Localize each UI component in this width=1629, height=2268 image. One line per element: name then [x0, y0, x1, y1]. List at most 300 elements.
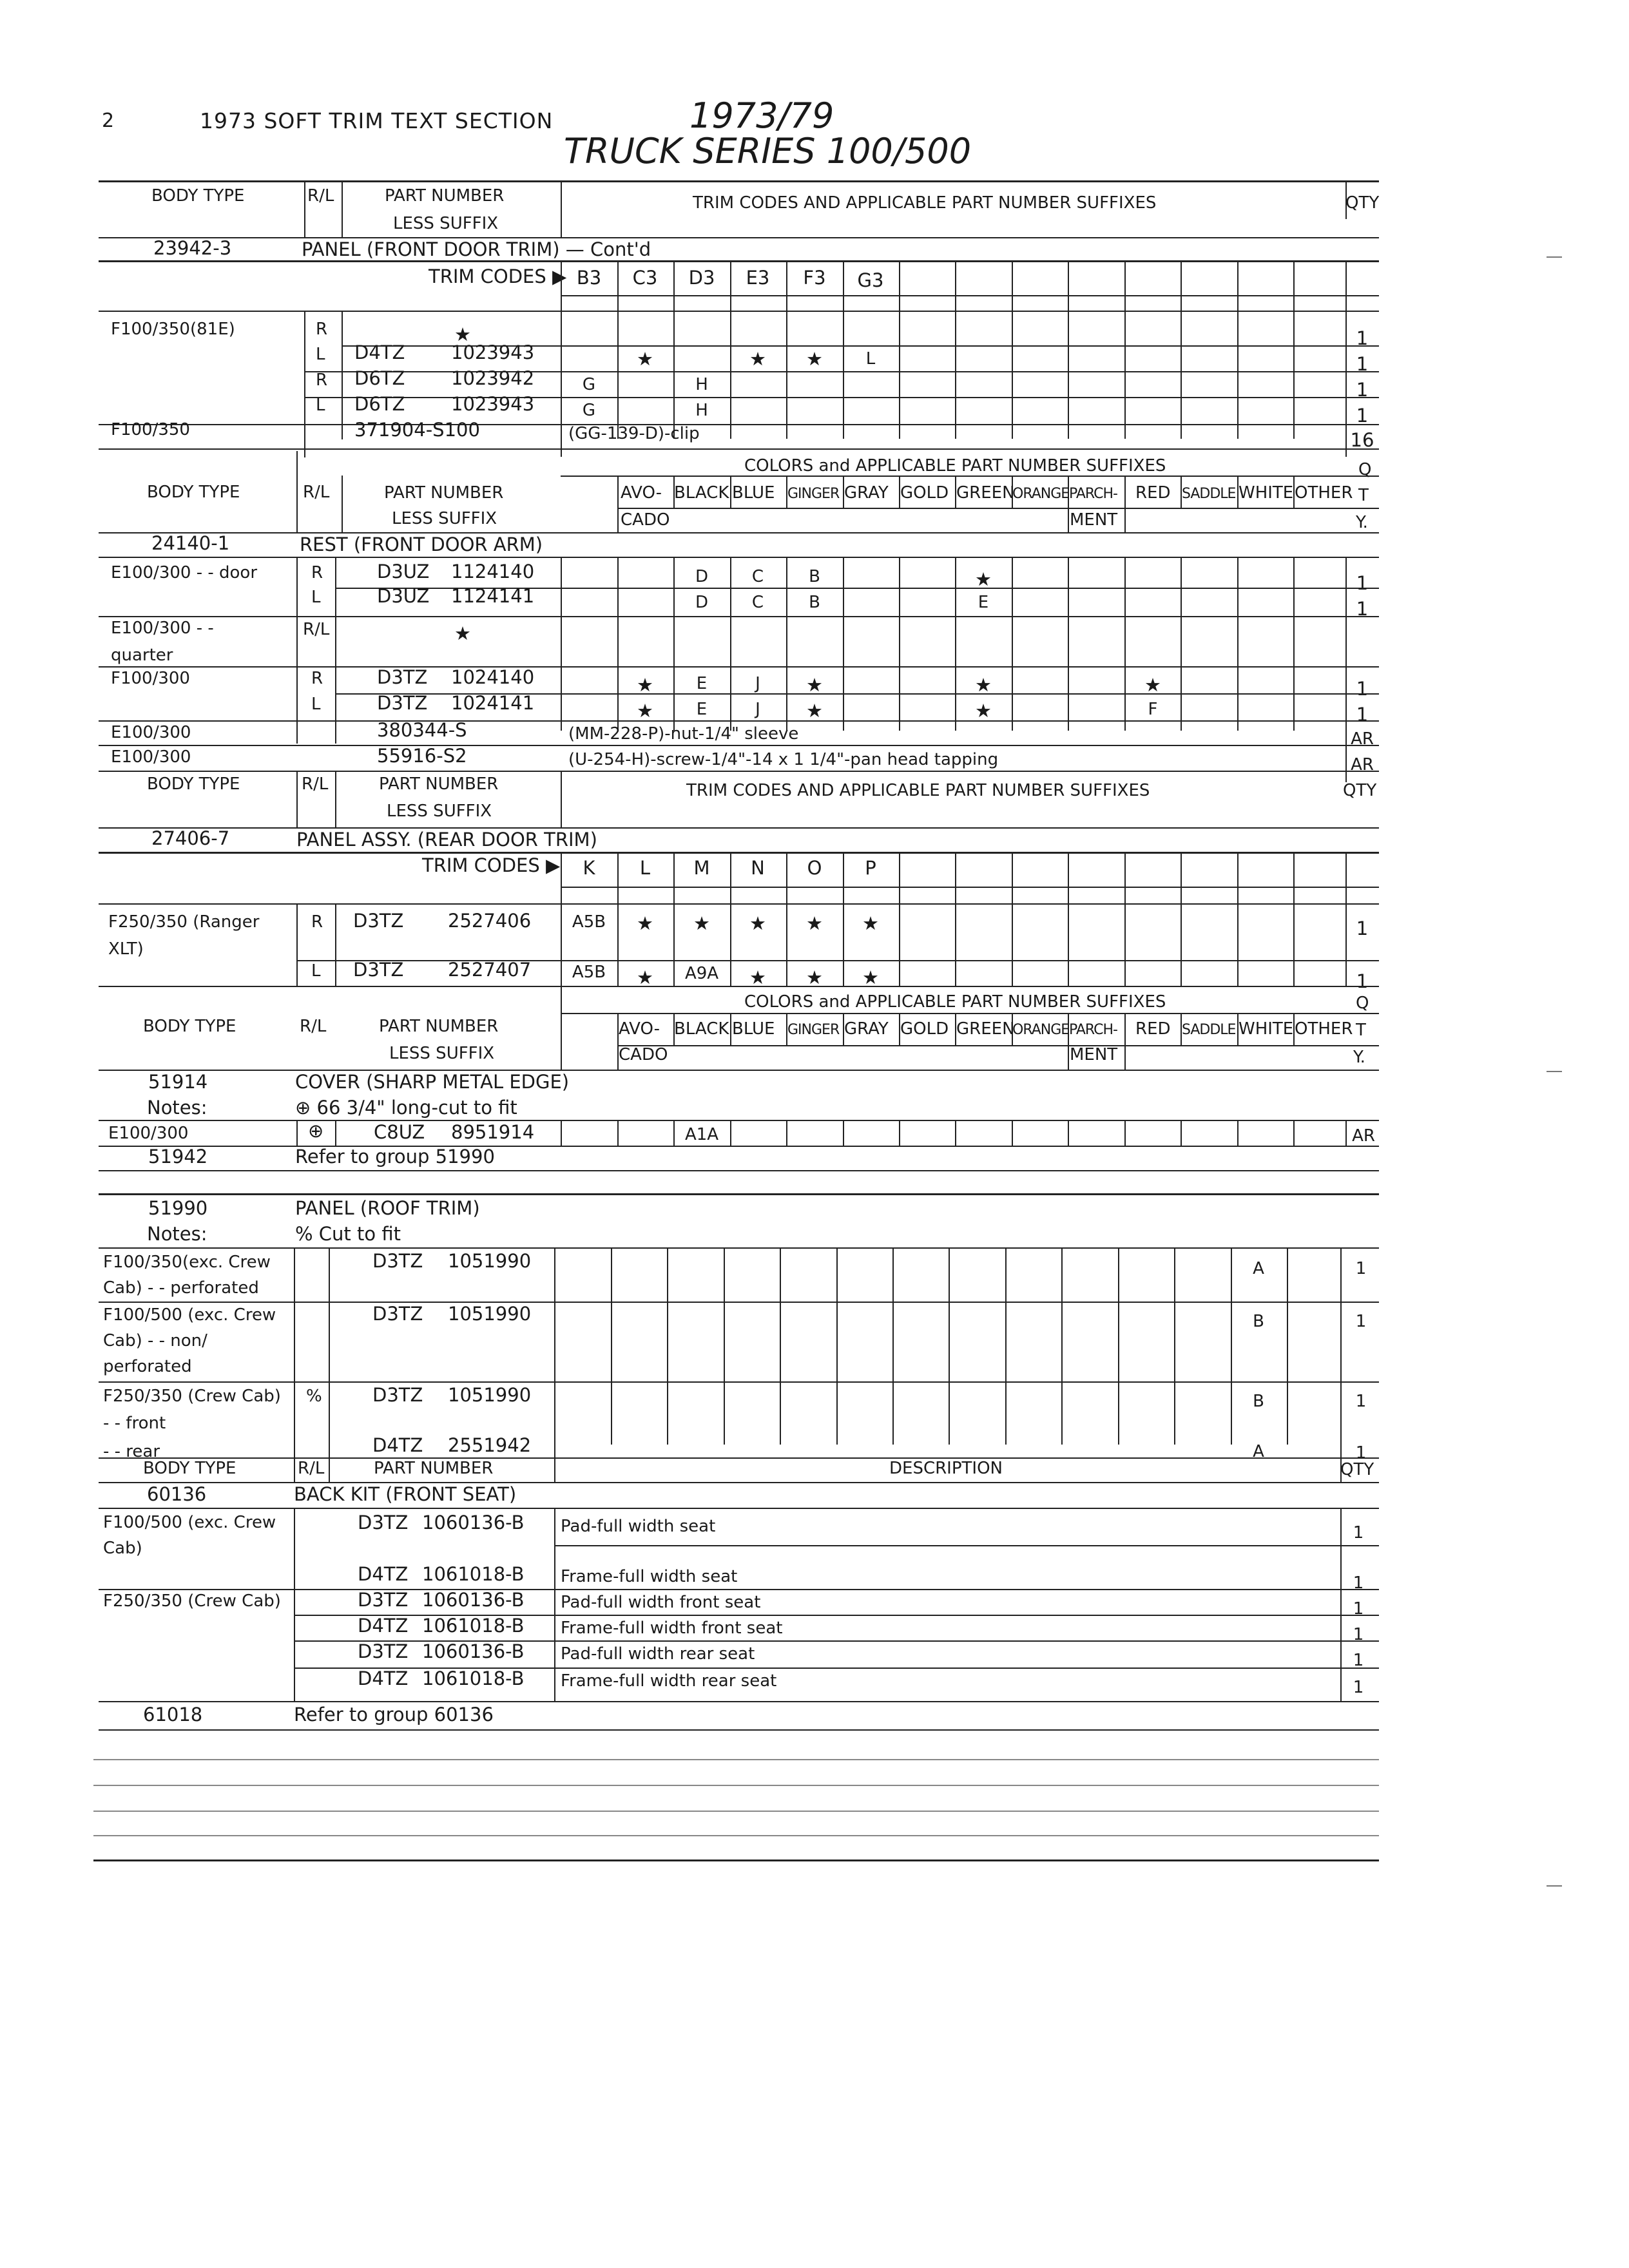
divider: [335, 903, 336, 986]
trim-code: L: [639, 857, 651, 879]
col-less-suffix: LESS SUFFIX: [389, 1044, 495, 1063]
description: Frame-full width seat: [561, 1567, 738, 1586]
body-type: quarter: [111, 646, 173, 665]
divider: [1293, 852, 1295, 986]
divider: [899, 557, 900, 731]
body-type: - - front: [103, 1414, 166, 1433]
star-icon: ★: [806, 966, 823, 988]
rule: [99, 448, 1379, 450]
color-orange: ORANGE: [1012, 1022, 1070, 1038]
divider: [1068, 557, 1069, 731]
rl: ⊕: [308, 1120, 324, 1142]
star-icon: ★: [975, 674, 992, 696]
part-prefix: D3TZ: [358, 1640, 409, 1662]
blank-rule: [93, 1785, 1379, 1786]
divider: [304, 311, 305, 457]
blank-rule: [93, 1835, 1379, 1836]
suffix: C: [751, 593, 764, 612]
rule: [99, 986, 1379, 987]
divider: [843, 852, 844, 986]
divider: [780, 1247, 781, 1445]
rule: [561, 1013, 1379, 1014]
part-prefix: D3UZ: [377, 585, 430, 607]
star-icon: ★: [975, 568, 992, 590]
group-name: BACK KIT (FRONT SEAT): [294, 1483, 517, 1505]
divider: [1181, 1120, 1182, 1146]
part-number: 1060136-B: [422, 1589, 525, 1611]
color-white: WHITE: [1239, 1019, 1294, 1039]
rl: R: [311, 669, 323, 688]
group-number: 60136: [147, 1483, 207, 1505]
suffix: F: [1148, 700, 1158, 719]
group-name: PANEL (FRONT DOOR TRIM) — Cont'd: [302, 238, 651, 260]
note: ⊕ 66 3/4" long-cut to fit: [295, 1097, 517, 1119]
part-number: 2527406: [448, 910, 532, 932]
scan-mark: [1547, 1071, 1562, 1072]
qty: 1: [1355, 1259, 1367, 1278]
part-prefix: D3TZ: [353, 959, 404, 981]
part-number: 1061018-B: [422, 1615, 525, 1637]
qty: AR: [1351, 729, 1374, 749]
rule: [99, 1302, 1379, 1303]
colors-title: COLORS and APPLICABLE PART NUMBER SUFFIXES: [744, 456, 1166, 476]
divider: [296, 903, 298, 986]
rule: [99, 532, 1379, 533]
rule: [99, 771, 1379, 772]
divider: [786, 260, 787, 439]
divider: [335, 771, 336, 827]
rl: R/L: [303, 620, 330, 639]
col-t: T: [1358, 486, 1369, 505]
star-icon: ★: [749, 966, 766, 988]
colors-title: COLORS and APPLICABLE PART NUMBER SUFFIXES: [744, 992, 1166, 1012]
col-body-type: BODY TYPE: [147, 774, 240, 794]
divider: [329, 1457, 330, 1482]
trim-code: G3: [857, 269, 884, 291]
color-orange: ORANGE: [1012, 486, 1070, 502]
col-qty: QTY: [1343, 781, 1377, 800]
divider: [786, 1120, 787, 1146]
body-type: XLT): [108, 939, 144, 959]
divider: [843, 1120, 844, 1146]
suffix: D: [695, 593, 709, 612]
body-type: F250/350 (Ranger: [108, 912, 260, 932]
body-type: F100/350(exc. Crew: [103, 1253, 271, 1272]
color-white: WHITE: [1239, 483, 1294, 503]
divider: [1345, 1120, 1347, 1146]
body-type: F100/500 (exc. Crew: [103, 1305, 276, 1325]
divider: [342, 311, 343, 439]
color-ginger: GINGER: [787, 1022, 840, 1038]
qty: 1: [1353, 1573, 1364, 1593]
color-gray: GRAY: [844, 1019, 889, 1039]
rule: [99, 745, 1379, 746]
col-less-suffix: LESS SUFFIX: [393, 214, 499, 233]
reference: Refer to group 51990: [295, 1146, 495, 1168]
trim-codes-label: TRIM CODES ▶: [422, 854, 561, 876]
col-trim-codes-title: TRIM CODES AND APPLICABLE PART NUMBER SUFFIXES: [693, 193, 1157, 213]
color-green: GREEN: [956, 1019, 1015, 1039]
suffix: A9A: [684, 964, 719, 983]
rule: [617, 1045, 1379, 1046]
star-icon: ★: [637, 912, 653, 934]
divider: [294, 1247, 295, 1457]
rule: [99, 827, 1379, 829]
description: Frame-full width front seat: [561, 1619, 783, 1638]
color-parchment: PARCH-: [1069, 1022, 1117, 1038]
divider: [1012, 852, 1013, 986]
part-number: 1124141: [451, 585, 535, 607]
blank-rule: [93, 1811, 1379, 1812]
col-q: Q: [1358, 460, 1372, 479]
body-type: - - rear: [103, 1442, 160, 1461]
group-number: 27406-7: [151, 827, 230, 849]
divider: [342, 476, 343, 532]
color-avocado: AVO-: [621, 483, 662, 503]
divider: [561, 771, 562, 827]
trim-code: O: [807, 857, 822, 879]
divider: [899, 1120, 900, 1146]
divider: [955, 260, 956, 439]
group-number: 61018: [143, 1704, 203, 1725]
col-qty: QTY: [1340, 1460, 1374, 1479]
divider: [342, 180, 343, 237]
part-number: 380344-S: [377, 719, 467, 741]
divider: [1068, 1120, 1069, 1146]
star-icon: ★: [454, 622, 471, 644]
rule: [99, 720, 1379, 722]
col-less-suffix: LESS SUFFIX: [392, 509, 497, 528]
divider: [786, 557, 787, 731]
divider: [1012, 260, 1013, 439]
color-blue: BLUE: [732, 483, 775, 503]
qty: 1: [1355, 1312, 1367, 1331]
col-qty: QTY: [1345, 193, 1380, 213]
divider: [1293, 557, 1295, 731]
divider: [335, 557, 336, 744]
body-type: F250/350 (Crew Cab): [103, 1387, 281, 1406]
body-type: E100/300 - -: [111, 619, 214, 638]
star-icon: ★: [454, 323, 471, 345]
trim-codes-label: TRIM CODES ▶: [429, 265, 567, 287]
divider: [1124, 476, 1126, 532]
group-name: REST (FRONT DOOR ARM): [300, 533, 543, 555]
suffix: J: [755, 674, 760, 693]
trim-code: K: [583, 857, 595, 879]
part-number: 1023943: [451, 341, 535, 363]
group-number: 51990: [148, 1197, 208, 1219]
star-icon: ★: [749, 348, 766, 370]
divider: [554, 1247, 555, 1457]
col-part-number: PART NUMBER: [374, 1459, 494, 1478]
col-rl: R/L: [298, 1459, 325, 1478]
body-type: F100/350: [111, 420, 190, 439]
qty: 1: [1356, 970, 1369, 992]
trim-code: D3: [688, 267, 715, 289]
rule: [99, 666, 1379, 668]
divider: [730, 852, 731, 986]
qty: 1: [1355, 1443, 1367, 1463]
suffix: A1A: [684, 1125, 719, 1144]
divider: [296, 557, 298, 744]
part-number: 1024141: [451, 692, 535, 714]
suffix: B: [809, 593, 820, 612]
divider: [304, 180, 305, 237]
page-title-line2: TRUCK SERIES 100/500: [564, 131, 972, 171]
part-prefix: D3UZ: [377, 561, 430, 582]
qty: 1: [1356, 405, 1369, 427]
rule: [99, 1729, 1379, 1731]
rule: [99, 237, 1379, 238]
divider: [730, 557, 731, 731]
divider: [617, 557, 619, 731]
qty: 1: [1356, 353, 1369, 375]
divider: [673, 852, 675, 986]
suffix: B: [1253, 1312, 1264, 1331]
star-icon: ★: [806, 674, 823, 696]
description: (MM-228-P)-nut-1/4" sleeve: [568, 724, 799, 744]
divider: [1237, 1120, 1239, 1146]
body-type: Cab) - - perforated: [103, 1278, 259, 1298]
suffix: A: [1253, 1259, 1264, 1278]
color-parchment: PARCH-: [1069, 486, 1117, 502]
part-number: 1061018-B: [422, 1563, 525, 1585]
divider: [561, 260, 562, 457]
color-other: OTHER: [1295, 483, 1353, 503]
divider: [1181, 557, 1182, 731]
part-prefix: D3TZ: [353, 910, 404, 932]
divider: [1124, 1013, 1126, 1070]
divider: [1345, 260, 1347, 457]
part-prefix: D3TZ: [377, 692, 428, 714]
divider: [561, 180, 562, 237]
col-part-number: PART NUMBER: [379, 1017, 499, 1036]
description: Frame-full width rear seat: [561, 1671, 777, 1691]
qty: 1: [1356, 598, 1369, 620]
col-less-suffix: LESS SUFFIX: [387, 802, 492, 821]
description: Pad-full width seat: [561, 1517, 716, 1536]
divider: [1340, 1247, 1342, 1457]
star-icon: ★: [637, 966, 653, 988]
color-gold: GOLD: [900, 1019, 949, 1039]
qty: 1: [1353, 1651, 1364, 1670]
part-number: 371904-S100: [354, 419, 480, 441]
star-icon: ★: [637, 348, 653, 370]
part-prefix: D3TZ: [372, 1384, 423, 1406]
part-prefix: D3TZ: [358, 1589, 409, 1611]
star-icon: ★: [693, 912, 710, 934]
divider: [730, 476, 731, 508]
rule: [99, 903, 1379, 905]
divider: [1068, 260, 1069, 439]
divider: [1061, 1247, 1063, 1445]
col-rl: R/L: [303, 483, 330, 502]
part-prefix: D3TZ: [358, 1512, 409, 1533]
reference: Refer to group 60136: [294, 1704, 494, 1725]
color-avocado-2: CADO: [619, 1045, 668, 1064]
blank-rule: [93, 1759, 1379, 1760]
rule: [99, 1120, 1379, 1121]
divider: [1345, 557, 1347, 782]
rule: [99, 1193, 1379, 1195]
divider: [1237, 852, 1239, 986]
divider: [899, 260, 900, 439]
divider: [673, 557, 675, 731]
col-rl: R/L: [302, 774, 329, 794]
divider: [1293, 260, 1295, 439]
divider: [617, 1120, 619, 1146]
trim-code: P: [865, 857, 876, 879]
qty: 16: [1350, 429, 1374, 451]
color-parchment-2: MENT: [1070, 1045, 1118, 1064]
star-icon: ★: [637, 700, 653, 722]
rule: [99, 1146, 1379, 1147]
divider: [296, 1120, 298, 1146]
divider: [296, 451, 298, 532]
part-number: 55916-S2: [377, 745, 467, 767]
qty: 1: [1353, 1678, 1364, 1697]
body-type: F100/500 (exc. Crew: [103, 1513, 276, 1532]
col-body-type: BODY TYPE: [151, 186, 245, 206]
star-icon: ★: [806, 912, 823, 934]
qty: 1: [1356, 918, 1369, 939]
divider: [730, 1120, 731, 1146]
notes-label: Notes:: [147, 1097, 207, 1119]
group-number: 24140-1: [151, 532, 230, 554]
color-saddle: SADDLE: [1182, 1022, 1236, 1038]
suffix: A5B: [572, 912, 606, 932]
part-number: 1023943: [451, 393, 535, 415]
divider: [561, 1120, 562, 1146]
divider: [1068, 852, 1069, 986]
divider: [730, 260, 731, 439]
divider: [617, 476, 619, 532]
col-description: DESCRIPTION: [889, 1459, 1003, 1478]
body-type: E100/300: [111, 747, 191, 767]
rule: [99, 1701, 1379, 1702]
rule: [561, 295, 1379, 296]
divider: [667, 1247, 668, 1445]
body-type: E100/300: [111, 723, 191, 742]
col-body-type: BODY TYPE: [143, 1459, 236, 1478]
part-number: 1124140: [451, 561, 535, 582]
rule: [99, 180, 1379, 182]
divider: [554, 1508, 555, 1701]
qty: 1: [1356, 379, 1369, 401]
group-name: COVER (SHARP METAL EDGE): [295, 1071, 570, 1093]
color-blue: BLUE: [732, 1019, 775, 1039]
description: (U-254-H)-screw-1/4"-14 x 1 1/4"-pan head tapping: [568, 750, 999, 769]
qty: 1: [1353, 1523, 1364, 1542]
divider: [1237, 557, 1239, 731]
note: % Cut to fit: [295, 1223, 401, 1245]
group-number: 23942-3: [153, 237, 232, 259]
divider: [561, 986, 562, 1070]
part-prefix: D4TZ: [358, 1667, 409, 1689]
divider: [899, 852, 900, 986]
divider: [329, 1247, 330, 1457]
part-number: 1060136-B: [422, 1640, 525, 1662]
page-title-line1: 1973/79: [689, 95, 834, 136]
notes-label: Notes:: [147, 1223, 207, 1245]
description: (GG-139-D)-clip: [568, 424, 700, 443]
rl: R: [316, 320, 328, 339]
color-ginger: GINGER: [787, 486, 840, 502]
section-title: 1973 SOFT TRIM TEXT SECTION: [200, 108, 554, 133]
suffix: E: [696, 700, 708, 719]
trim-code: E3: [746, 267, 770, 289]
suffix: B: [1253, 1392, 1264, 1411]
trim-code: B3: [576, 267, 602, 289]
star-icon: ★: [975, 700, 992, 722]
divider: [617, 260, 619, 439]
rule: [99, 1457, 1379, 1459]
rule: [99, 424, 1379, 425]
suffix: D: [695, 567, 709, 586]
part-prefix: D4TZ: [358, 1615, 409, 1637]
part-prefix: D4TZ: [354, 341, 405, 363]
suffix: H: [695, 375, 708, 394]
col-y: Y.: [1356, 513, 1368, 532]
suffix: C: [751, 567, 764, 586]
suffix: A: [1253, 1442, 1264, 1461]
rl: L: [311, 961, 321, 981]
col-q: Q: [1356, 994, 1369, 1013]
body-type: E100/300 - - door: [111, 563, 258, 582]
part-prefix: D3TZ: [372, 1250, 423, 1272]
part-prefix: D6TZ: [354, 367, 405, 389]
suffix: H: [695, 401, 708, 420]
divider: [730, 1013, 731, 1045]
divider: [1124, 260, 1126, 439]
divider: [1124, 852, 1126, 986]
color-gray: GRAY: [844, 483, 889, 503]
part-prefix: D6TZ: [354, 393, 405, 415]
suffix: L: [865, 349, 876, 369]
star-icon: ★: [637, 674, 653, 696]
trim-code: C3: [632, 267, 658, 289]
qty: 1: [1353, 1625, 1364, 1644]
divider: [1118, 1247, 1119, 1445]
divider: [843, 260, 844, 439]
star-icon: ★: [862, 966, 879, 988]
divider: [673, 1120, 675, 1146]
part-number: 1060136-B: [422, 1512, 525, 1533]
qty: 1: [1356, 572, 1369, 594]
qty: 1: [1353, 1599, 1364, 1619]
divider: [1340, 1457, 1342, 1482]
trim-code: F3: [803, 267, 826, 289]
rl: R: [316, 370, 328, 390]
body-type: Cab): [103, 1539, 142, 1558]
part-prefix: D3TZ: [372, 1303, 423, 1325]
divider: [836, 1247, 838, 1445]
suffix: E: [696, 674, 708, 693]
divider: [296, 771, 298, 827]
divider: [892, 1247, 894, 1445]
divider: [335, 1120, 336, 1146]
divider: [1293, 1120, 1295, 1146]
part-number: 1051990: [448, 1303, 532, 1325]
part-prefix: D4TZ: [372, 1434, 423, 1456]
suffix: G: [582, 401, 596, 420]
description: Pad-full width rear seat: [561, 1644, 755, 1664]
body-type: F100/350(81E): [111, 320, 235, 339]
divider: [1340, 1508, 1342, 1701]
divider: [1124, 1120, 1126, 1146]
col-body-type: BODY TYPE: [143, 1017, 236, 1036]
divider: [1181, 852, 1182, 986]
